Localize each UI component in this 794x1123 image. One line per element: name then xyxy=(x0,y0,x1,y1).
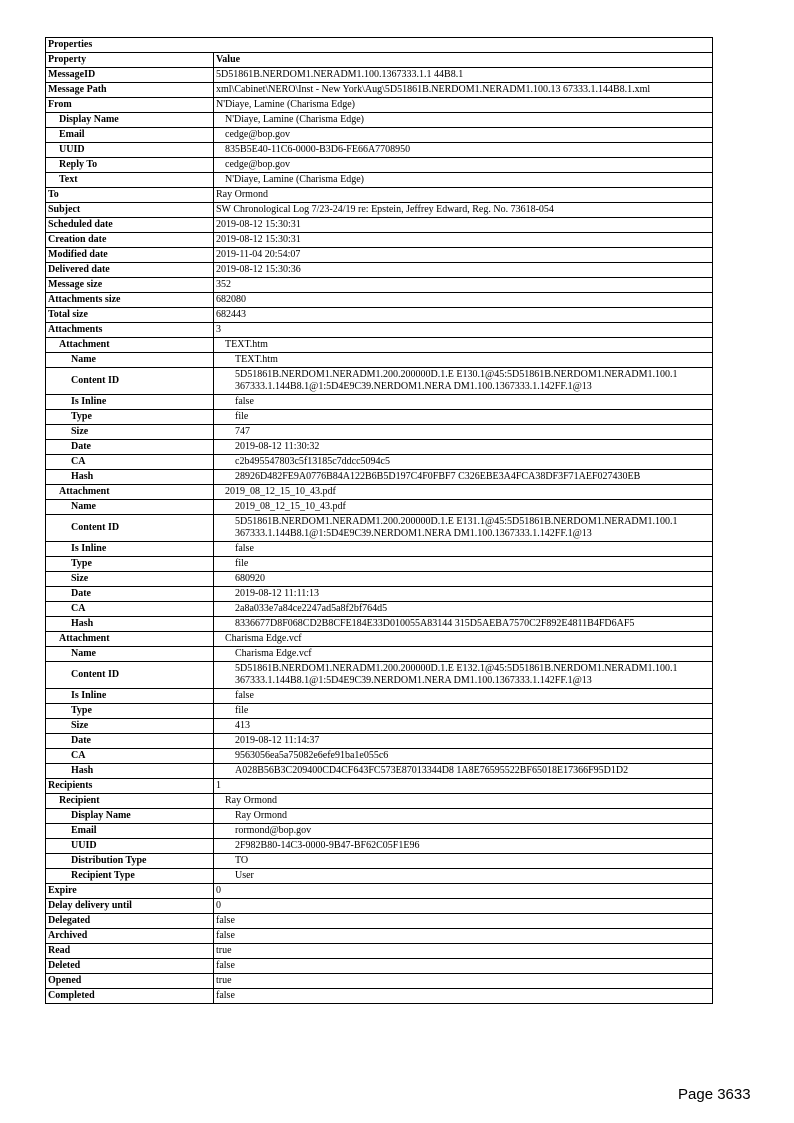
property-name: Modified date xyxy=(46,248,214,263)
property-name: Attachment xyxy=(46,485,214,500)
table-row xyxy=(46,572,713,587)
property-value: 2019-11-04 20:54:07 xyxy=(214,248,713,263)
table-row xyxy=(46,143,713,158)
properties-table-body xyxy=(46,38,713,1004)
property-name: CA xyxy=(46,602,214,617)
property-value: false xyxy=(214,959,713,974)
table-row xyxy=(46,500,713,515)
table-row xyxy=(46,188,713,203)
table-row xyxy=(46,794,713,809)
table-row xyxy=(46,899,713,914)
property-name: Type xyxy=(46,704,214,719)
table-row xyxy=(46,293,713,308)
table-row xyxy=(46,779,713,794)
table-row xyxy=(46,587,713,602)
property-value: 0 xyxy=(214,884,713,899)
property-name: Message Path xyxy=(46,83,214,98)
property-value: 0 xyxy=(214,899,713,914)
property-name: Deleted xyxy=(46,959,214,974)
table-row xyxy=(46,557,713,572)
property-value: 28926D482FE9A0776B84A122B6B5D197C4F0FBF7 C326EBE3A4FCA38DF3F71AEF027430EB xyxy=(214,470,713,485)
property-name: Type xyxy=(46,557,214,572)
property-name: Hash xyxy=(46,470,214,485)
property-value: false xyxy=(214,395,713,410)
property-value: 747 xyxy=(214,425,713,440)
table-row xyxy=(46,617,713,632)
table-row xyxy=(46,368,713,395)
property-name: Reply To xyxy=(46,158,214,173)
property-value: xml\Cabinet\NERO\Inst - New York\Aug\5D51861B.NERDOM1.NERADM1.100.13 67333.1.144B8.1.xml xyxy=(214,83,713,98)
property-name: Email xyxy=(46,128,214,143)
property-value: 3 xyxy=(214,323,713,338)
property-value: 835B5E40-11C6-0000-B3D6-FE66A7708950 xyxy=(214,143,713,158)
property-name: Size xyxy=(46,719,214,734)
property-value: 2019-08-12 11:30:32 xyxy=(214,440,713,455)
property-value: 5D51861B.NERDOM1.NERADM1.100.1367333.1.1 44B8.1 xyxy=(214,68,713,83)
property-value: User xyxy=(214,869,713,884)
property-value: 2F982B80-14C3-0000-9B47-BF62C05F1E96 xyxy=(214,839,713,854)
property-value: 2019_08_12_15_10_43.pdf xyxy=(214,485,713,500)
property-value: false xyxy=(214,929,713,944)
property-value: 680920 xyxy=(214,572,713,587)
property-name: Name xyxy=(46,353,214,368)
column-header-property: Property xyxy=(46,53,214,68)
properties-table xyxy=(45,37,713,1004)
property-name: Creation date xyxy=(46,233,214,248)
table-row xyxy=(46,704,713,719)
table-row xyxy=(46,353,713,368)
property-name: Date xyxy=(46,440,214,455)
table-row xyxy=(46,248,713,263)
table-row xyxy=(46,854,713,869)
property-name: Subject xyxy=(46,203,214,218)
property-name: Attachments xyxy=(46,323,214,338)
property-value: 352 xyxy=(214,278,713,293)
property-value: file xyxy=(214,410,713,425)
property-value: Ray Ormond xyxy=(214,809,713,824)
property-name: Email xyxy=(46,824,214,839)
property-name: Is Inline xyxy=(46,542,214,557)
property-name: Content ID xyxy=(46,515,214,542)
table-row xyxy=(46,869,713,884)
property-value: 413 xyxy=(214,719,713,734)
property-name: Content ID xyxy=(46,662,214,689)
property-value: false xyxy=(214,914,713,929)
table-row xyxy=(46,689,713,704)
table-row xyxy=(46,440,713,455)
table-row xyxy=(46,914,713,929)
property-value: 2019-08-12 15:30:36 xyxy=(214,263,713,278)
property-name: Completed xyxy=(46,989,214,1004)
property-name: Distribution Type xyxy=(46,854,214,869)
property-name: Delegated xyxy=(46,914,214,929)
table-row xyxy=(46,173,713,188)
table-row xyxy=(46,647,713,662)
property-value: 5D51861B.NERDOM1.NERADM1.200.200000D.1.E E130.1@45:5D51861B.NERDOM1.NERADM1.100.1 367333.1.144B8.1@1:5D4E9C39.NERDOM1.NERA DM1.100.1367333.1.142FF.1@13 xyxy=(214,368,713,395)
property-value: false xyxy=(214,689,713,704)
table-row xyxy=(46,719,713,734)
table-title-row xyxy=(46,38,713,53)
property-name: Name xyxy=(46,500,214,515)
property-value: c2b495547803c5f13185c7ddcc5094c5 xyxy=(214,455,713,470)
property-value: file xyxy=(214,557,713,572)
property-name: Recipients xyxy=(46,779,214,794)
property-value: true xyxy=(214,944,713,959)
property-value: true xyxy=(214,974,713,989)
property-value: 2019-08-12 15:30:31 xyxy=(214,233,713,248)
property-value: A028B56B3C209400CD4CF643FC573E87013344D8 1A8E76595522BF65018E17366F95D1D2 xyxy=(214,764,713,779)
property-value: Charisma Edge.vcf xyxy=(214,647,713,662)
property-value: Charisma Edge.vcf xyxy=(214,632,713,647)
table-row xyxy=(46,839,713,854)
table-row xyxy=(46,542,713,557)
table-row xyxy=(46,323,713,338)
table-row xyxy=(46,749,713,764)
property-value: false xyxy=(214,542,713,557)
property-name: Size xyxy=(46,425,214,440)
property-name: Name xyxy=(46,647,214,662)
property-name: Is Inline xyxy=(46,689,214,704)
table-row xyxy=(46,515,713,542)
property-value: 9563056ea5a75082e6efe91ba1e055c6 xyxy=(214,749,713,764)
table-row xyxy=(46,278,713,293)
table-row xyxy=(46,662,713,689)
table-row xyxy=(46,824,713,839)
table-row xyxy=(46,809,713,824)
table-row xyxy=(46,734,713,749)
property-value: cedge@bop.gov xyxy=(214,128,713,143)
table-row xyxy=(46,884,713,899)
property-value: 2019-08-12 15:30:31 xyxy=(214,218,713,233)
table-row xyxy=(46,218,713,233)
property-value: file xyxy=(214,704,713,719)
property-name: Expire xyxy=(46,884,214,899)
table-title: Properties xyxy=(46,38,713,53)
property-value: TO xyxy=(214,854,713,869)
property-name: Recipient Type xyxy=(46,869,214,884)
property-name: Size xyxy=(46,572,214,587)
property-value: 2a8a033e7a84ce2247ad5a8f2bf764d5 xyxy=(214,602,713,617)
property-name: CA xyxy=(46,749,214,764)
property-value: cedge@bop.gov xyxy=(214,158,713,173)
table-header-row xyxy=(46,53,713,68)
property-name: Recipient xyxy=(46,794,214,809)
table-row xyxy=(46,68,713,83)
property-value: rormond@bop.gov xyxy=(214,824,713,839)
table-row xyxy=(46,764,713,779)
table-row xyxy=(46,989,713,1004)
property-value: 682080 xyxy=(214,293,713,308)
property-name: Message size xyxy=(46,278,214,293)
property-name: Content ID xyxy=(46,368,214,395)
table-row xyxy=(46,263,713,278)
property-name: Read xyxy=(46,944,214,959)
property-name: From xyxy=(46,98,214,113)
table-row xyxy=(46,203,713,218)
property-value: 5D51861B.NERDOM1.NERADM1.200.200000D.1.E E131.1@45:5D51861B.NERDOM1.NERADM1.100.1 367333.1.144B8.1@1:5D4E9C39.NERDOM1.NERA DM1.100.1367333.1.142FF.1@13 xyxy=(214,515,713,542)
property-name: Attachment xyxy=(46,632,214,647)
property-name: Display Name xyxy=(46,809,214,824)
property-name: Total size xyxy=(46,308,214,323)
page-number: Page 3633 xyxy=(678,1086,751,1103)
property-value: 5D51861B.NERDOM1.NERADM1.200.200000D.1.E E132.1@45:5D51861B.NERDOM1.NERADM1.100.1 367333.1.144B8.1@1:5D4E9C39.NERDOM1.NERA DM1.100.1367333.1.142FF.1@13 xyxy=(214,662,713,689)
property-name: Scheduled date xyxy=(46,218,214,233)
property-value: TEXT.htm xyxy=(214,353,713,368)
property-value: 2019-08-12 11:14:37 xyxy=(214,734,713,749)
property-value: N'Diaye, Lamine (Charisma Edge) xyxy=(214,98,713,113)
property-value: N'Diaye, Lamine (Charisma Edge) xyxy=(214,113,713,128)
table-row xyxy=(46,425,713,440)
property-name: Date xyxy=(46,734,214,749)
table-row xyxy=(46,233,713,248)
property-name: Attachment xyxy=(46,338,214,353)
table-row xyxy=(46,632,713,647)
property-name: CA xyxy=(46,455,214,470)
table-row xyxy=(46,158,713,173)
property-name: Hash xyxy=(46,764,214,779)
property-value: TEXT.htm xyxy=(214,338,713,353)
property-value: 8336677D8F068CD2B8CFE184E33D010055A83144 315D5AEBA7570C2F892E4811B4FD6AF5 xyxy=(214,617,713,632)
table-row xyxy=(46,470,713,485)
property-name: Date xyxy=(46,587,214,602)
table-row xyxy=(46,974,713,989)
table-row xyxy=(46,98,713,113)
property-value: 682443 xyxy=(214,308,713,323)
property-value: 1 xyxy=(214,779,713,794)
property-name: Archived xyxy=(46,929,214,944)
property-name: Delivered date xyxy=(46,263,214,278)
table-row xyxy=(46,395,713,410)
property-name: To xyxy=(46,188,214,203)
table-row xyxy=(46,338,713,353)
property-name: Is Inline xyxy=(46,395,214,410)
table-row xyxy=(46,308,713,323)
column-header-value: Value xyxy=(214,53,713,68)
property-name: Text xyxy=(46,173,214,188)
property-name: Display Name xyxy=(46,113,214,128)
property-name: Attachments size xyxy=(46,293,214,308)
table-row xyxy=(46,128,713,143)
table-row xyxy=(46,959,713,974)
property-name: Type xyxy=(46,410,214,425)
property-value: Ray Ormond xyxy=(214,794,713,809)
property-value: Ray Ormond xyxy=(214,188,713,203)
property-name: Hash xyxy=(46,617,214,632)
property-value: 2019-08-12 11:11:13 xyxy=(214,587,713,602)
property-name: Delay delivery until xyxy=(46,899,214,914)
table-row xyxy=(46,485,713,500)
table-row xyxy=(46,113,713,128)
property-value: SW Chronological Log 7/23-24/19 re: Epstein, Jeffrey Edward, Reg. No. 73618-054 xyxy=(214,203,713,218)
table-row xyxy=(46,410,713,425)
property-name: UUID xyxy=(46,839,214,854)
property-value: false xyxy=(214,989,713,1004)
property-value: N'Diaye, Lamine (Charisma Edge) xyxy=(214,173,713,188)
property-value: 2019_08_12_15_10_43.pdf xyxy=(214,500,713,515)
table-row xyxy=(46,929,713,944)
table-row xyxy=(46,944,713,959)
property-name: Opened xyxy=(46,974,214,989)
table-row xyxy=(46,455,713,470)
property-name: MessageID xyxy=(46,68,214,83)
table-row xyxy=(46,602,713,617)
property-name: UUID xyxy=(46,143,214,158)
table-row xyxy=(46,83,713,98)
